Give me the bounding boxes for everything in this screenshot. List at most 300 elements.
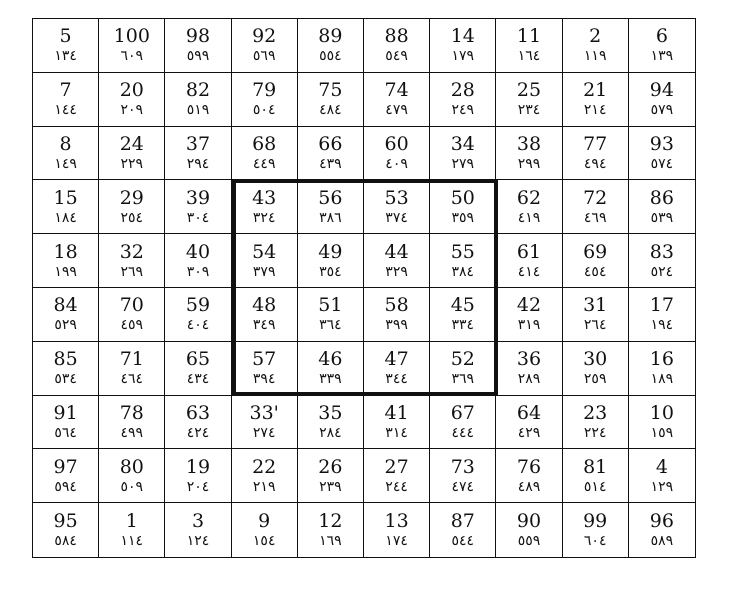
cell-arabic-value: ٢٦٤ — [583, 317, 607, 334]
grid-cell — [232, 396, 298, 450]
cell-arabic-value: ١١٤ — [120, 533, 144, 550]
cell-arabic-value: ٤٠٤ — [186, 317, 210, 334]
cell-number: 64 — [516, 401, 542, 424]
cell-arabic-value: ٤٦٩ — [583, 209, 607, 226]
cell-arabic-value: ٤٨٤ — [319, 102, 342, 119]
cell-number: 12 — [318, 510, 343, 533]
grid-cell — [99, 342, 165, 396]
cell-arabic-value: ٤١٩ — [517, 209, 541, 226]
cell-number: 17 — [649, 294, 674, 317]
cell-number: 3 — [191, 510, 205, 533]
cell-arabic-value: ١٣٩ — [650, 48, 674, 65]
cell-arabic-value: ٥٤٤ — [451, 533, 475, 550]
cell-number: 41 — [384, 401, 409, 424]
grid-cell — [496, 342, 562, 396]
grid-cell — [165, 396, 231, 450]
cell-arabic-value: ٣٧٩ — [252, 263, 276, 280]
grid-cell — [232, 73, 298, 127]
grid-cell — [430, 19, 496, 73]
cell-number: 75 — [318, 79, 343, 102]
cell-arabic-value: ٢٤٤ — [385, 478, 408, 495]
cell-arabic-value: ٥٣٤ — [54, 371, 77, 388]
cell-arabic-value: ٣٧٤ — [385, 209, 408, 226]
grid-cell — [364, 342, 430, 396]
grid-cell — [364, 288, 430, 342]
grid-cell — [232, 19, 298, 73]
cell-number: 54 — [252, 240, 277, 263]
cell-number: 51 — [318, 294, 343, 317]
cell-arabic-value: ١٣٤ — [54, 48, 77, 65]
cell-arabic-value: ١٥٤ — [252, 533, 276, 550]
cell-number: 94 — [649, 79, 674, 102]
cell-number: 66 — [318, 132, 343, 155]
cell-arabic-value: ١٩٤ — [650, 317, 674, 334]
grid-cell — [165, 127, 231, 181]
cell-number: 76 — [516, 455, 542, 478]
grid-cell — [165, 19, 231, 73]
cell-number: 98 — [185, 25, 211, 48]
grid-cell — [232, 449, 298, 503]
cell-number: 47 — [384, 348, 409, 371]
grid-cell — [99, 503, 165, 557]
cell-arabic-value: ١٨٩ — [650, 371, 674, 388]
grid-cell — [298, 73, 364, 127]
cell-number: 92 — [252, 25, 277, 48]
grid-cell — [232, 342, 298, 396]
grid-cell — [563, 234, 629, 288]
cell-arabic-value: ٥٤٩ — [385, 48, 408, 65]
cell-number: 90 — [516, 510, 542, 533]
cell-number: 6 — [655, 25, 668, 48]
cell-arabic-value: ١٦٤ — [517, 48, 541, 65]
cell-arabic-value: ٢٣٩ — [319, 478, 342, 495]
cell-number: 62 — [516, 186, 542, 209]
grid-cell — [430, 503, 496, 557]
cell-number: 31 — [583, 294, 608, 317]
cell-arabic-value: ٦٠٩ — [120, 48, 144, 65]
grid-cell — [496, 127, 562, 181]
grid-cell — [629, 396, 695, 450]
cell-number: 77 — [583, 132, 608, 155]
cell-number: 37 — [185, 132, 211, 155]
cell-arabic-value: ١١٩ — [583, 48, 607, 65]
cell-arabic-value: ٣٨٤ — [451, 263, 475, 280]
cell-number: 23 — [583, 401, 608, 424]
cell-number: 87 — [450, 510, 475, 533]
cell-number: 78 — [119, 401, 144, 424]
cell-arabic-value: ٢٧٩ — [451, 155, 475, 172]
cell-number: 32 — [119, 240, 144, 263]
cell-arabic-value: ٤٤٤ — [451, 424, 475, 441]
grid-cell — [99, 288, 165, 342]
grid-cell — [563, 127, 629, 181]
cell-number: 15 — [53, 186, 78, 209]
cell-number: 27 — [384, 455, 409, 478]
cell-arabic-value: ٤٩٤ — [583, 155, 607, 172]
cell-number: 25 — [516, 79, 542, 102]
cell-arabic-value: ٥٢٤ — [650, 263, 674, 280]
cell-arabic-value: ٢١٩ — [252, 478, 276, 495]
grid-cell — [33, 73, 99, 127]
grid-cell — [99, 396, 165, 450]
cell-arabic-value: ٣٢٩ — [385, 263, 408, 280]
grid-cell — [232, 234, 298, 288]
cell-arabic-value: ١٧٤ — [385, 533, 408, 550]
grid-cell — [430, 396, 496, 450]
cell-number: 46 — [318, 348, 343, 371]
grid-cell — [629, 180, 695, 234]
cell-number: 96 — [649, 510, 674, 533]
grid-cell — [629, 19, 695, 73]
cell-number: 58 — [384, 294, 409, 317]
grid-cell — [364, 503, 430, 557]
cell-number: 5 — [59, 25, 72, 48]
cell-number: 93 — [649, 132, 674, 155]
cell-number: 95 — [53, 510, 78, 533]
grid-cell — [33, 396, 99, 450]
cell-number: 83 — [649, 240, 674, 263]
grid-cell — [232, 127, 298, 181]
grid-cell — [99, 180, 165, 234]
grid-cell — [298, 180, 364, 234]
grid-cell — [99, 19, 165, 73]
cell-arabic-value: ١٢٤ — [186, 533, 210, 550]
grid-cell — [364, 180, 430, 234]
grid-cell — [496, 180, 562, 234]
cell-number: 36 — [516, 348, 542, 371]
cell-number: 86 — [649, 186, 674, 209]
cell-number: 1 — [125, 510, 138, 533]
cell-number: 40 — [185, 240, 211, 263]
grid-cell — [364, 234, 430, 288]
cell-number: 39 — [185, 186, 211, 209]
cell-arabic-value: ٣٨٦ — [319, 209, 342, 226]
grid-cell — [563, 73, 629, 127]
grid-cell — [165, 449, 231, 503]
grid-cell — [232, 180, 298, 234]
grid-cell — [563, 396, 629, 450]
cell-arabic-value: ٤١٤ — [517, 263, 541, 280]
grid-cell — [298, 342, 364, 396]
cell-arabic-value: ١٤٤ — [54, 102, 77, 119]
cell-arabic-value: ٤٥٤ — [583, 263, 607, 280]
cell-number: 50 — [450, 186, 475, 209]
cell-number: 9 — [258, 510, 271, 533]
cell-number: 72 — [583, 186, 608, 209]
cell-arabic-value: ٢٨٩ — [517, 371, 541, 388]
grid-cell — [364, 19, 430, 73]
cell-arabic-value: ٢٩٩ — [517, 155, 541, 172]
cell-number: 26 — [318, 455, 343, 478]
cell-arabic-value: ٢٢٤ — [583, 424, 607, 441]
cell-arabic-value: ١٥٩ — [650, 424, 674, 441]
cell-number: 63 — [185, 401, 211, 424]
cell-arabic-value: ٥١٩ — [186, 102, 210, 119]
grid-cell — [629, 503, 695, 557]
cell-arabic-value: ٥٩٩ — [186, 48, 210, 65]
cell-arabic-value: ٣٦٩ — [451, 371, 475, 388]
cell-number: 19 — [185, 455, 211, 478]
cell-arabic-value: ٤٧٤ — [451, 478, 475, 495]
cell-arabic-value: ٥٧٩ — [650, 102, 674, 119]
cell-number: 16 — [649, 348, 674, 371]
cell-number: 71 — [119, 348, 144, 371]
grid-cell — [33, 234, 99, 288]
cell-arabic-value: ٥٠٩ — [120, 478, 144, 495]
cell-arabic-value: ٤٨٩ — [517, 478, 541, 495]
cell-number: 20 — [119, 79, 144, 102]
grid-cell — [496, 449, 562, 503]
cell-arabic-value: ١٧٩ — [451, 48, 475, 65]
cell-number: 52 — [450, 348, 475, 371]
cell-arabic-value: ٤٦٤ — [120, 371, 144, 388]
cell-arabic-value: ٤٢٤ — [186, 424, 210, 441]
cell-arabic-value: ١٢٩ — [650, 478, 674, 495]
cell-arabic-value: ٢٥٩ — [583, 371, 607, 388]
cell-arabic-value: ٢٢٩ — [120, 155, 144, 172]
grid-cell — [165, 342, 231, 396]
cell-number: 21 — [583, 79, 608, 102]
grid-cell — [430, 234, 496, 288]
grid-cell — [33, 449, 99, 503]
cell-arabic-value: ٣٦٤ — [319, 317, 342, 334]
cell-arabic-value: ٥٦٩ — [252, 48, 276, 65]
cell-arabic-value: ٣٥٤ — [319, 263, 342, 280]
cell-arabic-value: ٣٩٤ — [252, 371, 276, 388]
cell-number: 55 — [450, 240, 475, 263]
cell-arabic-value: ٢٣٤ — [517, 102, 541, 119]
cell-arabic-value: ٣٩٩ — [385, 317, 408, 334]
cell-number: 42 — [516, 294, 542, 317]
cell-arabic-value: ٥٣٩ — [650, 209, 674, 226]
cell-number: 91 — [53, 401, 78, 424]
cell-arabic-value: ٣١٩ — [517, 317, 541, 334]
cell-number: 14 — [450, 25, 475, 48]
cell-arabic-value: ٤٣٩ — [319, 155, 342, 172]
cell-arabic-value: ٥٧٤ — [650, 155, 674, 172]
cell-arabic-value: ٣٣٩ — [319, 371, 342, 388]
grid-cell — [165, 503, 231, 557]
grid-cell — [430, 288, 496, 342]
cell-arabic-value: ٣٠٤ — [186, 209, 210, 226]
cell-number: 67 — [450, 401, 475, 424]
grid-cell — [430, 342, 496, 396]
grid-cell — [629, 127, 695, 181]
cell-arabic-value: ٤٠٩ — [385, 155, 408, 172]
grid-cell — [496, 396, 562, 450]
cell-number: 43 — [252, 186, 277, 209]
cell-number: 56 — [318, 186, 343, 209]
cell-arabic-value: ٥٦٤ — [54, 424, 77, 441]
grid-cell — [430, 180, 496, 234]
cell-number: 13 — [384, 510, 409, 533]
cell-number: 7 — [59, 79, 72, 102]
grid-cell — [298, 396, 364, 450]
cell-number: 65 — [185, 348, 211, 371]
cell-number: 73 — [450, 455, 475, 478]
cell-number: 84 — [53, 294, 78, 317]
grid-cell — [364, 73, 430, 127]
cell-number: 4 — [655, 455, 668, 478]
cell-number: 8 — [59, 132, 72, 155]
cell-number: 22 — [252, 455, 277, 478]
cell-arabic-value: ٥٥٤ — [319, 48, 342, 65]
grid-cell — [165, 288, 231, 342]
cell-number: 79 — [252, 79, 277, 102]
grid-cell — [33, 19, 99, 73]
cell-arabic-value: ١٨٤ — [54, 209, 77, 226]
grid-cell — [33, 288, 99, 342]
grid-cell — [33, 503, 99, 557]
cell-arabic-value: ٣١٤ — [385, 424, 408, 441]
cell-arabic-value: ٤٩٩ — [120, 424, 144, 441]
grid-cell — [496, 19, 562, 73]
cell-number: 97 — [53, 455, 78, 478]
grid-cell — [563, 449, 629, 503]
cell-arabic-value: ٢٥٤ — [120, 209, 144, 226]
grid-cell — [563, 342, 629, 396]
cell-arabic-value: ٥٥٩ — [517, 533, 541, 550]
cell-arabic-value: ٥٨٤ — [54, 533, 77, 550]
cell-number: 74 — [384, 79, 409, 102]
cell-arabic-value: ٤٣٤ — [186, 371, 210, 388]
magic-square-grid — [32, 18, 696, 558]
grid-cell — [364, 449, 430, 503]
cell-arabic-value: ٢٦٩ — [120, 263, 144, 280]
cell-arabic-value: ٤٧٩ — [385, 102, 408, 119]
cell-number: 69 — [583, 240, 608, 263]
cell-number: 18 — [53, 240, 78, 263]
grid-cell — [496, 73, 562, 127]
cell-number: 24 — [119, 132, 144, 155]
grid-cell — [563, 288, 629, 342]
cell-arabic-value: ٣٠٩ — [186, 263, 210, 280]
grid-cell — [99, 234, 165, 288]
cell-number: 48 — [252, 294, 277, 317]
grid-cell — [629, 449, 695, 503]
grid-cell — [563, 503, 629, 557]
cell-arabic-value: ١٤٩ — [54, 155, 77, 172]
cell-number: 35 — [318, 401, 343, 424]
grid-cell — [496, 503, 562, 557]
grid-cell — [99, 449, 165, 503]
cell-number: 34 — [450, 132, 475, 155]
cell-number: 11 — [516, 25, 542, 48]
grid-cell — [99, 127, 165, 181]
cell-arabic-value: ٣٣٤ — [451, 317, 475, 334]
cell-arabic-value: ٣٤٩ — [252, 317, 276, 334]
cell-arabic-value: ٥٩٤ — [54, 478, 77, 495]
cell-number: 38 — [516, 132, 542, 155]
cell-number: 28 — [450, 79, 475, 102]
cell-number: 89 — [318, 25, 343, 48]
cell-number: 85 — [53, 348, 78, 371]
grid-cell — [33, 342, 99, 396]
grid-cell — [298, 449, 364, 503]
cell-number: 60 — [384, 132, 409, 155]
cell-number: 80 — [119, 455, 144, 478]
cell-number: 61 — [516, 240, 542, 263]
cell-arabic-value: ١٦٩ — [319, 533, 342, 550]
cell-arabic-value: ٥٢٩ — [54, 317, 77, 334]
cell-number: 100 — [113, 25, 150, 48]
cell-number: 10 — [649, 401, 674, 424]
cell-arabic-value: ٢٠٩ — [120, 102, 144, 119]
cell-arabic-value: ٢٧٤ — [252, 424, 276, 441]
cell-number: 70 — [119, 294, 144, 317]
cell-number: 81 — [583, 455, 608, 478]
cell-arabic-value: ٣٥٩ — [451, 209, 475, 226]
cell-arabic-value: ٥٠٤ — [252, 102, 276, 119]
cell-arabic-value: ٦٠٤ — [583, 533, 607, 550]
grid-cell — [232, 503, 298, 557]
grid-cell — [364, 396, 430, 450]
cell-number: 59 — [185, 294, 211, 317]
grid-cell — [629, 288, 695, 342]
grid-cell — [563, 19, 629, 73]
grid-cell — [364, 127, 430, 181]
grid-cell — [563, 180, 629, 234]
cell-number: 57 — [252, 348, 277, 371]
cell-number: 68 — [252, 132, 277, 155]
grid-cell — [430, 127, 496, 181]
cell-number: 82 — [185, 79, 211, 102]
grid-cell — [33, 180, 99, 234]
grid-cell — [298, 234, 364, 288]
cell-arabic-value: ٢٩٤ — [186, 155, 210, 172]
grid-cell — [629, 73, 695, 127]
cell-arabic-value: ٥١٤ — [583, 478, 607, 495]
cell-arabic-value: ٢١٤ — [583, 102, 607, 119]
cell-number: 29 — [119, 186, 144, 209]
cell-number: 49 — [318, 240, 343, 263]
cell-arabic-value: ١٩٩ — [54, 263, 77, 280]
cell-number: 30 — [583, 348, 608, 371]
grid-cell — [165, 73, 231, 127]
cell-arabic-value: ٤٤٩ — [252, 155, 276, 172]
cell-number: 99 — [583, 510, 608, 533]
cell-arabic-value: ٢٤٩ — [451, 102, 475, 119]
grid-cell — [298, 288, 364, 342]
cell-number: 44 — [384, 240, 409, 263]
grid-cell — [298, 19, 364, 73]
grid-cell — [298, 503, 364, 557]
cell-arabic-value: ٣٤٤ — [385, 371, 408, 388]
grid-cell — [298, 127, 364, 181]
grid-cell — [629, 342, 695, 396]
grid-cell — [496, 288, 562, 342]
grid-cell — [430, 449, 496, 503]
cell-arabic-value: ٢٠٤ — [186, 478, 210, 495]
grid-cell — [232, 288, 298, 342]
grid-cell — [496, 234, 562, 288]
cell-number: 2 — [589, 25, 602, 48]
cell-arabic-value: ٣٢٤ — [252, 209, 276, 226]
cell-arabic-value: ٤٢٩ — [517, 424, 541, 441]
cell-number: 45 — [450, 294, 475, 317]
cell-number: 88 — [384, 25, 409, 48]
grid-cell — [99, 73, 165, 127]
grid-cell — [430, 73, 496, 127]
grid-cell — [629, 234, 695, 288]
cell-number: 33' — [249, 401, 279, 424]
cell-arabic-value: ٢٨٤ — [319, 424, 342, 441]
grid-cell — [33, 127, 99, 181]
cell-arabic-value: ٥٨٩ — [650, 533, 674, 550]
grid-cell — [165, 180, 231, 234]
cell-number: 53 — [384, 186, 409, 209]
cell-arabic-value: ٤٥٩ — [120, 317, 144, 334]
